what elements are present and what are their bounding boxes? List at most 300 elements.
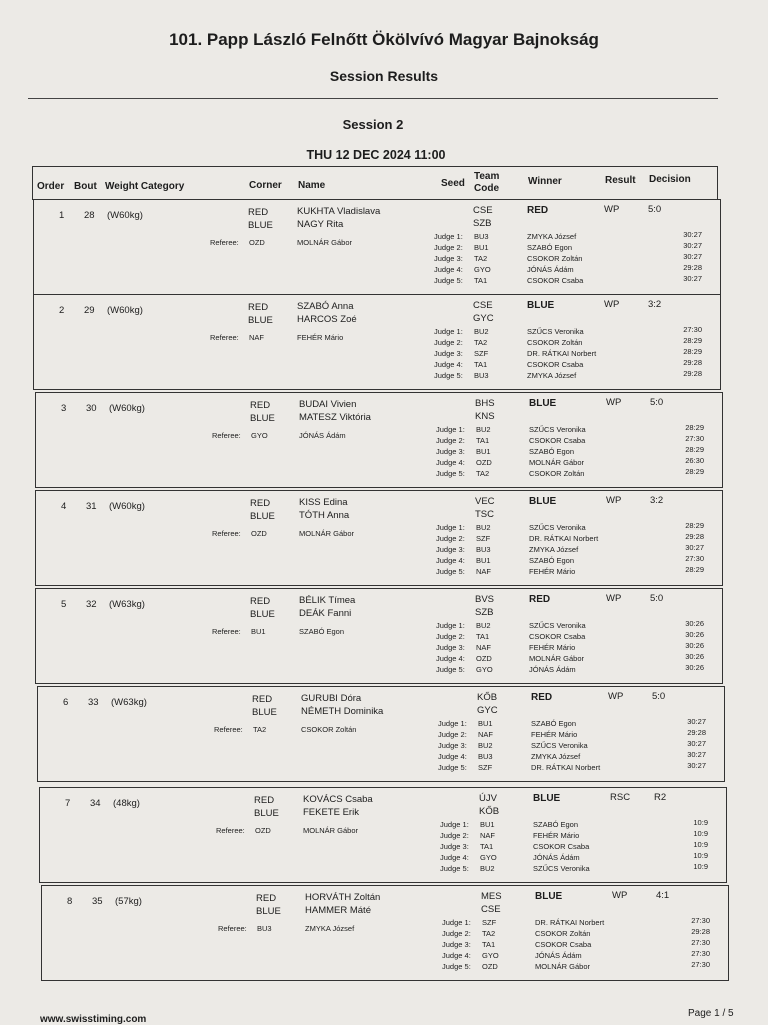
judge-label: Judge 2: — [434, 338, 463, 347]
title-divider — [28, 98, 718, 99]
judge-score: 28:29 — [683, 347, 702, 356]
judge-code: SZF — [482, 918, 497, 927]
judge-score: 30:26 — [685, 652, 704, 661]
judge-name: SZABÓ Egon — [529, 556, 575, 565]
blue-corner-label: BLUE — [254, 808, 279, 819]
weight-category: (W60kg) — [107, 305, 143, 316]
judge-label: Judge 3: — [442, 940, 471, 949]
judge-name: SZŰCS Veronika — [527, 327, 584, 336]
judge-score: 28:29 — [685, 467, 704, 476]
bout-decision: 5:0 — [648, 204, 662, 215]
bout-decision: 3:2 — [648, 299, 662, 310]
judge-score: 30:27 — [687, 761, 706, 770]
judge-label: Judge 5: — [436, 469, 465, 478]
bout-decision: 5:0 — [652, 691, 666, 702]
blue-team-code: CSE — [481, 904, 501, 915]
blue-boxer-name: NAGY Rita — [297, 219, 344, 230]
bout-order: 7 — [65, 798, 71, 809]
judge-label: Judge 2: — [436, 632, 465, 641]
blue-team-code: KŐB — [479, 806, 500, 817]
judge-label: Judge 5: — [442, 962, 471, 971]
bout-order: 1 — [59, 210, 65, 221]
col-seed: Seed — [441, 178, 465, 189]
judge-label: Judge 1: — [436, 425, 465, 434]
judge-label: Judge 3: — [440, 842, 469, 851]
bout-result: WP — [606, 397, 622, 408]
red-team-code: KŐB — [477, 692, 498, 703]
red-boxer-name: GURUBI Dóra — [301, 693, 362, 704]
blue-team-code: SZB — [475, 607, 494, 618]
judge-name: ZMYKA József — [527, 232, 577, 241]
judge-code: TA2 — [482, 929, 496, 938]
referee-name: JÓNÁS Ádám — [299, 431, 346, 440]
judge-score: 10:9 — [693, 851, 708, 860]
judge-name: JÓNÁS Ádám — [535, 951, 582, 960]
judge-score: 10:9 — [693, 829, 708, 838]
judge-score: 28:29 — [685, 445, 704, 454]
judge-name: SZŰCS Veronika — [529, 425, 586, 434]
bout-result: RSC — [610, 792, 631, 803]
judge-code: BU2 — [480, 864, 495, 873]
blue-team-code: GYC — [473, 313, 494, 324]
judge-label: Judge 5: — [436, 567, 465, 576]
judge-score: 29:28 — [683, 369, 702, 378]
judge-name: SZŰCS Veronika — [533, 864, 590, 873]
bout-number: 29 — [84, 305, 95, 316]
judge-score: 28:29 — [683, 336, 702, 345]
judge-name: JÓNÁS Ádám — [533, 853, 580, 862]
judge-label: Judge 4: — [438, 752, 467, 761]
judge-label: Judge 1: — [438, 719, 467, 728]
referee-label: Referee: — [212, 529, 241, 538]
footer-url: www.swisstiming.com — [40, 1014, 147, 1025]
winner-corner: BLUE — [535, 891, 563, 902]
referee-label: Referee: — [210, 333, 239, 342]
judge-score: 30:27 — [685, 543, 704, 552]
judge-code: OZD — [476, 458, 492, 467]
judge-name: CSOKOR Csaba — [533, 842, 590, 851]
judge-code: TA1 — [474, 276, 488, 285]
blue-boxer-name: MATESZ Viktória — [299, 412, 371, 423]
judge-score: 27:30 — [691, 938, 710, 947]
judge-name: CSOKOR Csaba — [527, 276, 584, 285]
blue-boxer-name: NÉMETH Dominika — [301, 706, 384, 717]
page-subtitle: Session Results — [329, 68, 439, 84]
judge-code: OZD — [476, 654, 492, 663]
bout-number: 34 — [90, 798, 101, 809]
judge-code: SZF — [478, 763, 493, 772]
judge-name: DR. RÁTKAI Norbert — [529, 534, 599, 543]
judge-name: MOLNÁR Gábor — [529, 458, 585, 467]
bout-order: 6 — [63, 697, 69, 708]
judge-name: SZŰCS Veronika — [529, 621, 586, 630]
judge-name: FEHÉR Mário — [529, 567, 576, 576]
bout-number: 28 — [84, 210, 95, 221]
bout-number: 31 — [86, 501, 97, 512]
judge-name: JÓNÁS Ádám — [527, 265, 574, 274]
judge-label: Judge 2: — [442, 929, 471, 938]
bout-result: WP — [608, 691, 624, 702]
judge-score: 30:27 — [683, 274, 702, 283]
weight-category: (W60kg) — [107, 210, 143, 221]
red-boxer-name: BUDAI Vivien — [299, 399, 357, 410]
bout-decision: 3:2 — [650, 495, 664, 506]
blue-corner-label: BLUE — [250, 413, 275, 424]
winner-corner: RED — [527, 205, 549, 216]
judge-score: 29:28 — [685, 532, 704, 541]
bout-result: WP — [606, 593, 622, 604]
judge-name: ZMYKA József — [529, 545, 579, 554]
bout-decision: R2 — [654, 792, 667, 803]
weight-category: (W63kg) — [109, 599, 145, 610]
judge-score: 10:9 — [693, 840, 708, 849]
judge-code: BU3 — [476, 545, 491, 554]
bout-order: 2 — [59, 305, 65, 316]
judge-label: Judge 1: — [434, 232, 463, 241]
red-corner-label: RED — [250, 596, 271, 607]
judge-code: NAF — [476, 643, 491, 652]
weight-category: (W63kg) — [111, 697, 147, 708]
judge-name: CSOKOR Zoltán — [527, 254, 583, 263]
judge-label: Judge 2: — [440, 831, 469, 840]
col-team: Team — [474, 171, 500, 182]
judge-name: JÓNÁS Ádám — [529, 665, 576, 674]
judge-code: TA2 — [474, 338, 488, 347]
judge-score: 28:29 — [685, 565, 704, 574]
referee-code: OZD — [251, 529, 267, 538]
judge-name: DR. RÁTKAI Norbert — [527, 349, 597, 358]
red-corner-label: RED — [248, 207, 269, 218]
referee-name: FEHÉR Mário — [297, 333, 344, 342]
blue-team-code: KNS — [475, 411, 495, 422]
judge-code: TA1 — [480, 842, 494, 851]
blue-corner-label: BLUE — [248, 220, 273, 231]
red-corner-label: RED — [254, 795, 275, 806]
referee-label: Referee: — [214, 725, 243, 734]
judge-name: MOLNÁR Gábor — [529, 654, 585, 663]
judge-name: DR. RÁTKAI Norbert — [531, 763, 601, 772]
judge-score: 30:27 — [687, 739, 706, 748]
judge-score: 29:28 — [691, 927, 710, 936]
red-boxer-name: BÉLIK Tímea — [299, 595, 356, 606]
judge-name: CSOKOR Zoltán — [535, 929, 591, 938]
judge-score: 26:30 — [685, 456, 704, 465]
judge-label: Judge 4: — [434, 360, 463, 369]
judge-label: Judge 5: — [434, 371, 463, 380]
blue-corner-label: BLUE — [256, 906, 281, 917]
red-boxer-name: SZABÓ Anna — [297, 301, 354, 312]
red-team-code: MES — [481, 891, 502, 902]
judge-code: TA2 — [476, 469, 490, 478]
judge-name: DR. RÁTKAI Norbert — [535, 918, 605, 927]
judge-label: Judge 5: — [434, 276, 463, 285]
judge-name: SZABÓ Egon — [529, 447, 575, 456]
red-boxer-name: KOVÁCS Csaba — [303, 794, 373, 805]
judge-label: Judge 2: — [436, 436, 465, 445]
bout-number: 33 — [88, 697, 99, 708]
bout-row — [35, 392, 723, 488]
blue-boxer-name: HARCOS Zoé — [297, 314, 357, 325]
col-corner: Corner — [249, 180, 282, 191]
bout-number: 30 — [86, 403, 97, 414]
judge-code: BU1 — [476, 556, 491, 565]
judge-label: Judge 3: — [436, 643, 465, 652]
judge-score: 28:29 — [685, 423, 704, 432]
judge-score: 27:30 — [685, 434, 704, 443]
bout-result: WP — [612, 890, 628, 901]
judge-code: BU2 — [476, 523, 491, 532]
judge-label: Judge 2: — [434, 243, 463, 252]
col-code: Code — [474, 183, 499, 194]
referee-code: BU1 — [251, 627, 266, 636]
judge-code: TA1 — [474, 360, 488, 369]
judge-name: FEHÉR Mário — [529, 643, 576, 652]
red-boxer-name: KISS Edina — [299, 497, 348, 508]
referee-name: MOLNÁR Gábor — [299, 529, 355, 538]
judge-code: BU1 — [480, 820, 495, 829]
bout-number: 35 — [92, 896, 103, 907]
red-team-code: ÚJV — [479, 793, 497, 804]
judge-code: OZD — [482, 962, 498, 971]
judge-label: Judge 4: — [436, 654, 465, 663]
judge-score: 30:27 — [683, 241, 702, 250]
judge-label: Judge 4: — [436, 556, 465, 565]
red-corner-label: RED — [252, 694, 273, 705]
judge-score: 27:30 — [691, 949, 710, 958]
blue-team-code: TSC — [475, 509, 494, 520]
judge-name: CSOKOR Zoltán — [527, 338, 583, 347]
judge-score: 30:26 — [685, 641, 704, 650]
judge-label: Judge 5: — [438, 763, 467, 772]
judge-score: 30:27 — [687, 750, 706, 759]
judge-label: Judge 1: — [442, 918, 471, 927]
judge-score: 27:30 — [685, 554, 704, 563]
judge-code: BU1 — [474, 243, 489, 252]
bout-result: WP — [604, 299, 620, 310]
judge-name: CSOKOR Csaba — [529, 632, 586, 641]
session-datetime: THU 12 DEC 2024 11:00 — [306, 148, 446, 162]
judge-score: 27:30 — [683, 325, 702, 334]
bout-row — [41, 885, 729, 981]
referee-code: NAF — [249, 333, 264, 342]
blue-corner-label: BLUE — [250, 609, 275, 620]
red-boxer-name: HORVÁTH Zoltán — [305, 892, 381, 903]
blue-corner-label: BLUE — [248, 315, 273, 326]
blue-boxer-name: TÓTH Anna — [299, 510, 350, 521]
referee-label: Referee: — [210, 238, 239, 247]
bout-row — [35, 588, 723, 684]
judge-score: 27:30 — [691, 916, 710, 925]
referee-label: Referee: — [212, 431, 241, 440]
judge-code: TA1 — [482, 940, 496, 949]
col-order: Order — [37, 181, 65, 192]
judge-score: 30:27 — [687, 717, 706, 726]
judge-label: Judge 4: — [440, 853, 469, 862]
judge-score: 10:9 — [693, 818, 708, 827]
judge-score: 27:30 — [691, 960, 710, 969]
red-corner-label: RED — [248, 302, 269, 313]
judge-label: Judge 1: — [436, 621, 465, 630]
bout-number: 32 — [86, 599, 97, 610]
bout-result: WP — [606, 495, 622, 506]
page-number: Page 1 / 5 — [688, 1008, 734, 1019]
bout-decision: 5:0 — [650, 397, 664, 408]
judge-name: CSOKOR Csaba — [529, 436, 586, 445]
judge-label: Judge 4: — [436, 458, 465, 467]
judge-label: Judge 5: — [440, 864, 469, 873]
judge-code: GYO — [480, 853, 497, 862]
judge-name: CSOKOR Csaba — [535, 940, 592, 949]
judge-score: 29:28 — [683, 358, 702, 367]
judge-code: BU2 — [476, 425, 491, 434]
judge-code: SZF — [474, 349, 489, 358]
blue-corner-label: BLUE — [250, 511, 275, 522]
winner-corner: BLUE — [529, 496, 557, 507]
winner-corner: RED — [531, 692, 553, 703]
judge-score: 30:26 — [685, 630, 704, 639]
judge-label: Judge 4: — [434, 265, 463, 274]
judge-name: MOLNÁR Gábor — [535, 962, 591, 971]
bout-row — [39, 787, 727, 883]
judge-score: 30:27 — [683, 252, 702, 261]
col-decision: Decision — [649, 174, 691, 185]
judge-code: GYO — [482, 951, 499, 960]
judge-code: BU2 — [474, 327, 489, 336]
judge-code: TA1 — [476, 632, 490, 641]
judge-code: BU2 — [476, 621, 491, 630]
blue-team-code: SZB — [473, 218, 492, 229]
judge-score: 30:27 — [683, 230, 702, 239]
col-result: Result — [605, 175, 636, 186]
bout-row — [35, 490, 723, 586]
red-corner-label: RED — [256, 893, 277, 904]
col-winner: Winner — [528, 176, 562, 187]
red-team-code: CSE — [473, 300, 493, 311]
referee-name: MOLNÁR Gábor — [297, 238, 353, 247]
judge-code: BU2 — [478, 741, 493, 750]
judge-score: 29:28 — [687, 728, 706, 737]
referee-code: OZD — [255, 826, 271, 835]
col-weight: Weight Category — [105, 181, 185, 192]
bout-decision: 4:1 — [656, 890, 670, 901]
referee-name: ZMYKA József — [305, 924, 355, 933]
judge-name: SZABÓ Egon — [527, 243, 573, 252]
judge-code: BU1 — [478, 719, 493, 728]
referee-code: GYO — [251, 431, 268, 440]
judge-label: Judge 3: — [436, 447, 465, 456]
judge-code: TA2 — [474, 254, 488, 263]
bout-row — [37, 686, 725, 782]
referee-name: CSOKOR Zoltán — [301, 725, 357, 734]
judge-score: 28:29 — [685, 521, 704, 530]
weight-category: (W60kg) — [109, 403, 145, 414]
bout-order: 4 — [61, 501, 67, 512]
referee-label: Referee: — [218, 924, 247, 933]
judge-score: 30:26 — [685, 663, 704, 672]
judge-name: SZABÓ Egon — [531, 719, 577, 728]
judge-code: NAF — [478, 730, 493, 739]
bout-result: WP — [604, 204, 620, 215]
table-header — [32, 166, 718, 200]
judge-label: Judge 3: — [434, 349, 463, 358]
judge-label: Judge 5: — [436, 665, 465, 674]
bout-order: 8 — [67, 896, 73, 907]
referee-name: SZABÓ Egon — [299, 627, 345, 636]
blue-boxer-name: DEÁK Fanni — [299, 608, 352, 619]
referee-code: OZD — [249, 238, 265, 247]
referee-code: TA2 — [253, 725, 267, 734]
judge-name: SZŰCS Veronika — [529, 523, 586, 532]
red-corner-label: RED — [250, 400, 271, 411]
judge-label: Judge 2: — [436, 534, 465, 543]
referee-label: Referee: — [212, 627, 241, 636]
blue-boxer-name: HAMMER Máté — [305, 905, 371, 916]
judge-code: BU3 — [478, 752, 493, 761]
judge-name: ZMYKA József — [531, 752, 581, 761]
red-team-code: VEC — [475, 496, 495, 507]
judge-label: Judge 3: — [436, 545, 465, 554]
judge-name: SZABÓ Egon — [533, 820, 579, 829]
weight-category: (48kg) — [113, 798, 140, 809]
judge-label: Judge 1: — [434, 327, 463, 336]
judge-score: 10:9 — [693, 862, 708, 871]
judge-code: BU3 — [474, 371, 489, 380]
judge-label: Judge 1: — [436, 523, 465, 532]
judge-code: BU1 — [476, 447, 491, 456]
judge-label: Judge 4: — [442, 951, 471, 960]
winner-corner: BLUE — [533, 793, 561, 804]
red-team-code: CSE — [473, 205, 493, 216]
bout-decision: 5:0 — [650, 593, 664, 604]
referee-code: BU3 — [257, 924, 272, 933]
blue-boxer-name: FEKETE Erik — [303, 807, 359, 818]
judge-name: CSOKOR Zoltán — [529, 469, 585, 478]
page-title: 101. Papp László Felnőtt Ökölvívó Magyar Bajnokság — [169, 30, 599, 49]
judge-label: Judge 3: — [434, 254, 463, 263]
weight-category: (57kg) — [115, 896, 142, 907]
judge-name: FEHÉR Mário — [531, 730, 578, 739]
bout-order: 5 — [61, 599, 67, 610]
judge-label: Judge 1: — [440, 820, 469, 829]
bout-order: 3 — [61, 403, 67, 414]
bout-row — [33, 199, 721, 295]
red-corner-label: RED — [250, 498, 271, 509]
red-team-code: BVS — [475, 594, 495, 605]
judge-score: 29:28 — [683, 263, 702, 272]
judge-code: BU3 — [474, 232, 489, 241]
judge-code: TA1 — [476, 436, 490, 445]
judge-code: GYO — [476, 665, 493, 674]
judge-code: NAF — [480, 831, 495, 840]
judge-score: 30:26 — [685, 619, 704, 628]
judge-label: Judge 2: — [438, 730, 467, 739]
referee-name: MOLNÁR Gábor — [303, 826, 359, 835]
winner-corner: BLUE — [527, 300, 555, 311]
judge-name: CSOKOR Csaba — [527, 360, 584, 369]
blue-corner-label: BLUE — [252, 707, 277, 718]
winner-corner: BLUE — [529, 398, 557, 409]
red-boxer-name: KUKHTA Vladislava — [297, 206, 381, 217]
blue-team-code: GYC — [477, 705, 498, 716]
judge-code: GYO — [474, 265, 491, 274]
red-team-code: BHS — [475, 398, 495, 409]
bout-row — [33, 294, 721, 390]
col-bout: Bout — [74, 181, 97, 192]
judge-label: Judge 3: — [438, 741, 467, 750]
judge-code: NAF — [476, 567, 491, 576]
judge-name: FEHÉR Mário — [533, 831, 580, 840]
col-name: Name — [298, 180, 326, 191]
